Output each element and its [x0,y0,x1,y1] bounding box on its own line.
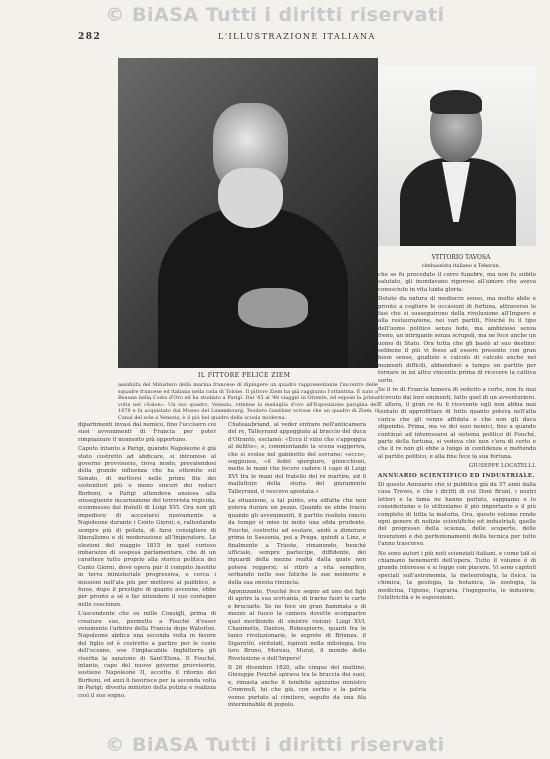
magazine-page [78,30,536,730]
article-signature: GIUSEPPE LOCATELLI. [468,463,536,470]
portrait-photo-ziem [118,58,378,368]
main-photo-caption: IL PITTORE FELICE ZIEM [198,372,291,379]
page-header [78,30,536,44]
section-heading: ANNUARIO SCIENTIFICO ED INDUSTRIALE. [378,472,535,479]
paragraph: Se il re di Francia temeva di vederlo a corte, non fu mai ricevuto dai loro eminenti, fatto quel di un avventuriero. E allora, il gran re fu il ricevente egli non abbia mai tentato di approfittare di tutto quanto poteva nell'alta carica che gli venne affidata e che non gli dava stipendio. Prima, ma ve dei suoi nemici, fino a quando continuò ad interessarsi al sistema politico di Fouché, parte della fortuna, si vedeva che non c'era di certo e che il re non gli ebbe a lungo in confidenza e mettendo al partito politico, e alla fine fece la sua fortuna. [378,387,536,460]
article-column-middle [228,422,366,711]
watermark-top: © BiASA Tutti i diritti riservati [105,4,445,26]
paragraph: Agonizzante, Fouché fece segno ad uno dei figli di aprire la sua scrivania, di trarne fuori le carte e bruciarle. Se ne fece un gran fiammata e di mezzo al fuoco la camera dovette scomparire quel moribondo di sinistre visioni: Luigi XVI, Chaumette, Danton, Robespierre, quanti fra le tanto rivoluzionarie, le segrete di Brienza, il Sigaretto, stritolati, ispirati nella mitologia, tra loro Bruno, Moreau, Murat, il mondo dello Rivoluzione e dell'Impero! [228,588,366,662]
paragraph: Dotato da natura di mediocre senso, ma molto abile e pronto a cogliere le occasioni di fortuna, attraverso le fasi che si susseguirono della rivoluzione all'Impero e alla restaurazione, nei vari partiti, Fouché fu il tipo dell'uomo politico senza fede, ma ambizioso senza freno, un intrigante senza scrupoli, ma ne fece anche un uomo di Stato. Ora tutta che gli bastò al suo destino: sebbene il più vi fosse ad essere presente con gran buon senso, giudizio e calcolo di calcolo anche nei momenti difficili, abbandonò a tempo un partito per tornare in un altro vincente prima di ricevere la cattiva sorte. [378,296,536,384]
page-number: 282 [78,32,102,42]
right-photo-caption [396,254,526,269]
paragraph: Il 26 dicembre 1820, alle cinque del mattino, Giuseppe Fouché spirava tra le braccia dei suoi, e, rimasta anche il temibile aguzzino ministro Cromwell, lui che già, con serbio e la patria venne portato al cimitero, seguito da una fila interminabile di popolo. [228,665,366,709]
paragraph: dipartimenti invasi dal nemico, fino l'uccisero coi suoi avvenimenti di Francia per poter rimpiazzare il momento più opportuno. [78,422,216,443]
paragraph: L'ascendente che su mille Consigli, prima di creature sue, permette a Fouché d'esser veramente l'arbitro della Francia dopo Waterloo. Napoleone abdica una seconda volta in favore del figlio ed è costretto a partire per le coste dell'oceano, ove l'implacabile Inghilterra gli riserba la sanzione di Sant'Elena. Il Fouché, intanto, capo del nuovo governo provvisorio, sostiene Napoleone II, accetta il ritorno dei Borboni, ed anzi li favorisce per la seconda volta in Parigi; diventa ministro della polizia e realizza così il suo sogno. [78,611,216,699]
right-caption-name: VITTORIO TAVOSA [431,254,491,261]
paragraph: Ne sono autori i più noti scienziati italiani, e come tali si chiamano benemeriti dell'opera. Tutto il volume è di grande interesse e si legge con piacere. Vi sono capitoli speciali sull'astronomia, la meteorologia, la fisica, la chimica, la geologia, la botanica, la zoologia, la medicina, l'igiene, l'agraria, l'ingegneria, le industrie, l'elettricità e le esposizioni. [378,550,536,602]
article-column-right [378,272,536,604]
paragraph: Di questo Annuario che si pubblica già da 57 anni dalla casa Treves, e che i diritti di cui Doni Bruni, i nostri lettori e la fama ne hanno parlato, sappiamo e lo consideriamo e lo utilizziamo il più importante e il più completo di tutta la materia. Ora, questo volume rende ogni genere di notizie scientifiche ed industriali, quelle del progresso della scienza, delle scoperte, delle invenzioni e dei perfezionamenti della tecnica per tutto l'anno trascorso. [378,481,536,548]
paragraph: La situazione, a tal punto, era siffatta che non poteva durare un pezzo. Quando ne ebbe tracio quando gli avvenimenti, il partito realista rancio da tempo si mise in moto una sfida prudente. Fouché, costretto ad esulare, andò a dimorare prima in Sassonia, poi a Praga, quindi a Linz, e finalmente a Trieste, rimanendo, benché ufficiale, sempre partecipe, diffidente, dei riguardi della mezza realtà dalla quale non poteva reggersi; si ritirò a vita semplice, serbando nelle sue fatiche le sue memorie e della sua onesta rinuncia. [228,498,366,586]
photo-description-text [118,382,378,424]
watermark-bottom: © BiASA Tutti i diritti riservati [105,734,445,756]
running-title: L'ILLUSTRAZIONE ITALIANA [218,32,376,41]
paragraph: Caputo intanto a Parigi, quando Napoleone è già stato costretto ad abdicare, si intromise al governo provvisorio, trova modo, prevalendosi della grande influenza che ha ottenuto sul Senato, di mettersi nelle prime file dei sostenitori più o meno sinceri dei reduci Borboni, e Parigi attendeva ansiosa alla susseguente incarnazione del terrorista regicida, scommesso dai fratelli di Luigi XVI. Ora non gli impedisce di accostarsi nuovamente a Napoleone durante i Cento Giorni, e, rallentando sempre più di polizia, di farsi consigliere di liberalismo e di moderazione all'Imperatore. Le elezioni del maggio 1815 in quel curioso imbarazzo di sospesa parlamentare, che di un carattere tutto proprio alla storica politica dei Cento Giorni, dove opera pur il compito insolito in terra ministeriale progressiva, e cerca i missioni nell'ala più per mettersi al pubblico, e forse, dopo il prestigio di quanto avvenne, ebbe per pronto a sé e far intendere il suo contegno nelle coscienze. [78,446,216,608]
paragraph: che se fu preceduto il carro funebre, ma non fu subito salutato, gli inondavano rigoroso all'amore che aveva conosciuto in vita tanta gloria. [378,272,536,293]
portrait-photo-tavosa [378,66,536,246]
article-column-left [78,422,216,702]
right-caption-subtitle: cimbassista italiano a Teheran. [421,263,501,269]
paragraph: Chateaubriand, al veder entrare nell'anticamera del re, Talleyrand appoggiato al braccio del duca d'Otranto, esclamò: «Ecco il vizio che s'appoggia al delitto», e, commentando la scena suggeriva, che si svolse nel gabinetto del sovrano: «ecco», soggiunse, «il fedel spergiuro, ginocchioni, mette le mani che fecero cadere il capo di Luigi XVI tra le mani del fratello del re martire, ed il malfattore della storia del giuramento Talleyrand, il vescovo apostata.» [228,422,366,495]
paragraph: assiduità del Ministero della marina francese di dipingere un quadro rappresentante l'incontro delle squadre francese ed italiana nella rada di Tolone. Il pittore Ziem ha già raggiunto l'ottantina. È nato a Beaune nella Costa d'Oro ed ha studiato a Parigi. Dal '45 al '48 viaggiò in Oriente, ed espose la prima volta nel «Salon». Un suo quadro, Venezia, ottenne la medaglia d'oro all'Esposizione parigina del 1878 e fu acquistato dal Museo del Luxembourg. Teodoro Gauthier scrisse che un quadro di Ziem, il Canal del sole a Venezia, è il più bel quadro della scuola moderna. [118,382,378,421]
